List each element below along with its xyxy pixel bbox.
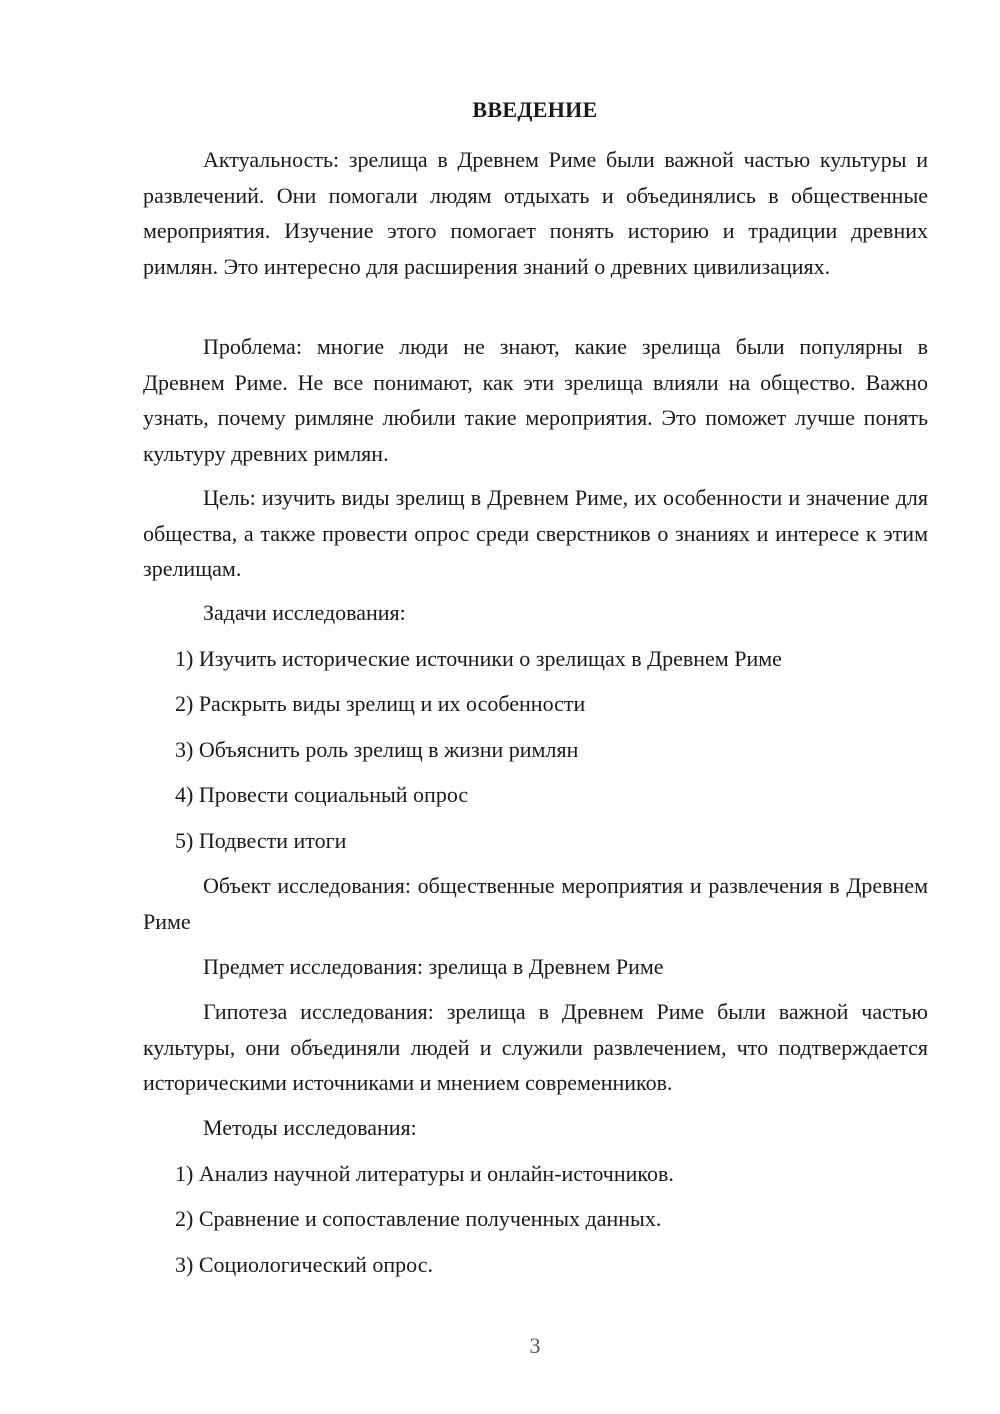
problem-paragraph: Проблема: многие люди не знают, какие зрелища были популярны в Древнем Риме. Не все понимают, как эти зрелища влияли на общество. Важно узнать, почему римляне любили такие мероприятия. Это поможет лучше понять культуру древних римлян.: [143, 334, 928, 466]
methods-heading: Методы исследования:: [203, 1115, 417, 1140]
task-item-4: 4) Провести социальный опрос: [175, 782, 469, 807]
hypothesis-paragraph: Гипотеза исследования: зрелища в Древнем Риме были важной частью культуры, они объединяли людей и служили развлечением, что подтверждается историческими источниками и мнением современников.: [143, 999, 928, 1095]
task-item-5: 5) Подвести итоги: [175, 828, 347, 853]
subject-paragraph: Предмет исследования: зрелища в Древнем Риме: [203, 954, 664, 979]
page-number: 3: [529, 1333, 541, 1358]
object-paragraph: Объект исследования: общественные мероприятия и развлечения в Древнем Риме: [143, 873, 928, 934]
task-item-1: 1) Изучить исторические источники о зрелищах в Древнем Риме: [175, 646, 782, 671]
task-item-2: 2) Раскрыть виды зрелищ и их особенности: [175, 691, 586, 716]
goal-paragraph: Цель: изучить виды зрелищ в Древнем Риме, их особенности и значение для общества, а также провести опрос среди сверстников о знаниях и интересе к этим зрелищам.: [143, 485, 928, 581]
method-item-1: 1) Анализ научной литературы и онлайн-источников.: [175, 1161, 674, 1186]
task-item-3: 3) Объяснить роль зрелищ в жизни римлян: [175, 737, 579, 762]
tasks-heading: Задачи исследования:: [203, 600, 406, 625]
method-item-3: 3) Социологический опрос.: [175, 1252, 433, 1277]
section-title: ВВЕДЕНИЕ: [472, 97, 598, 122]
relevance-paragraph: Актуальность: зрелища в Древнем Риме были важной частью культуры и развлечений. Они помогали людям отдыхать и объединялись в общественные мероприятия. Изучение этого помогает понять историю и традиции древних римлян. Это интересно для расширения знаний о древних цивилизациях.: [143, 147, 928, 279]
method-item-2: 2) Сравнение и сопоставление полученных данных.: [175, 1206, 662, 1231]
